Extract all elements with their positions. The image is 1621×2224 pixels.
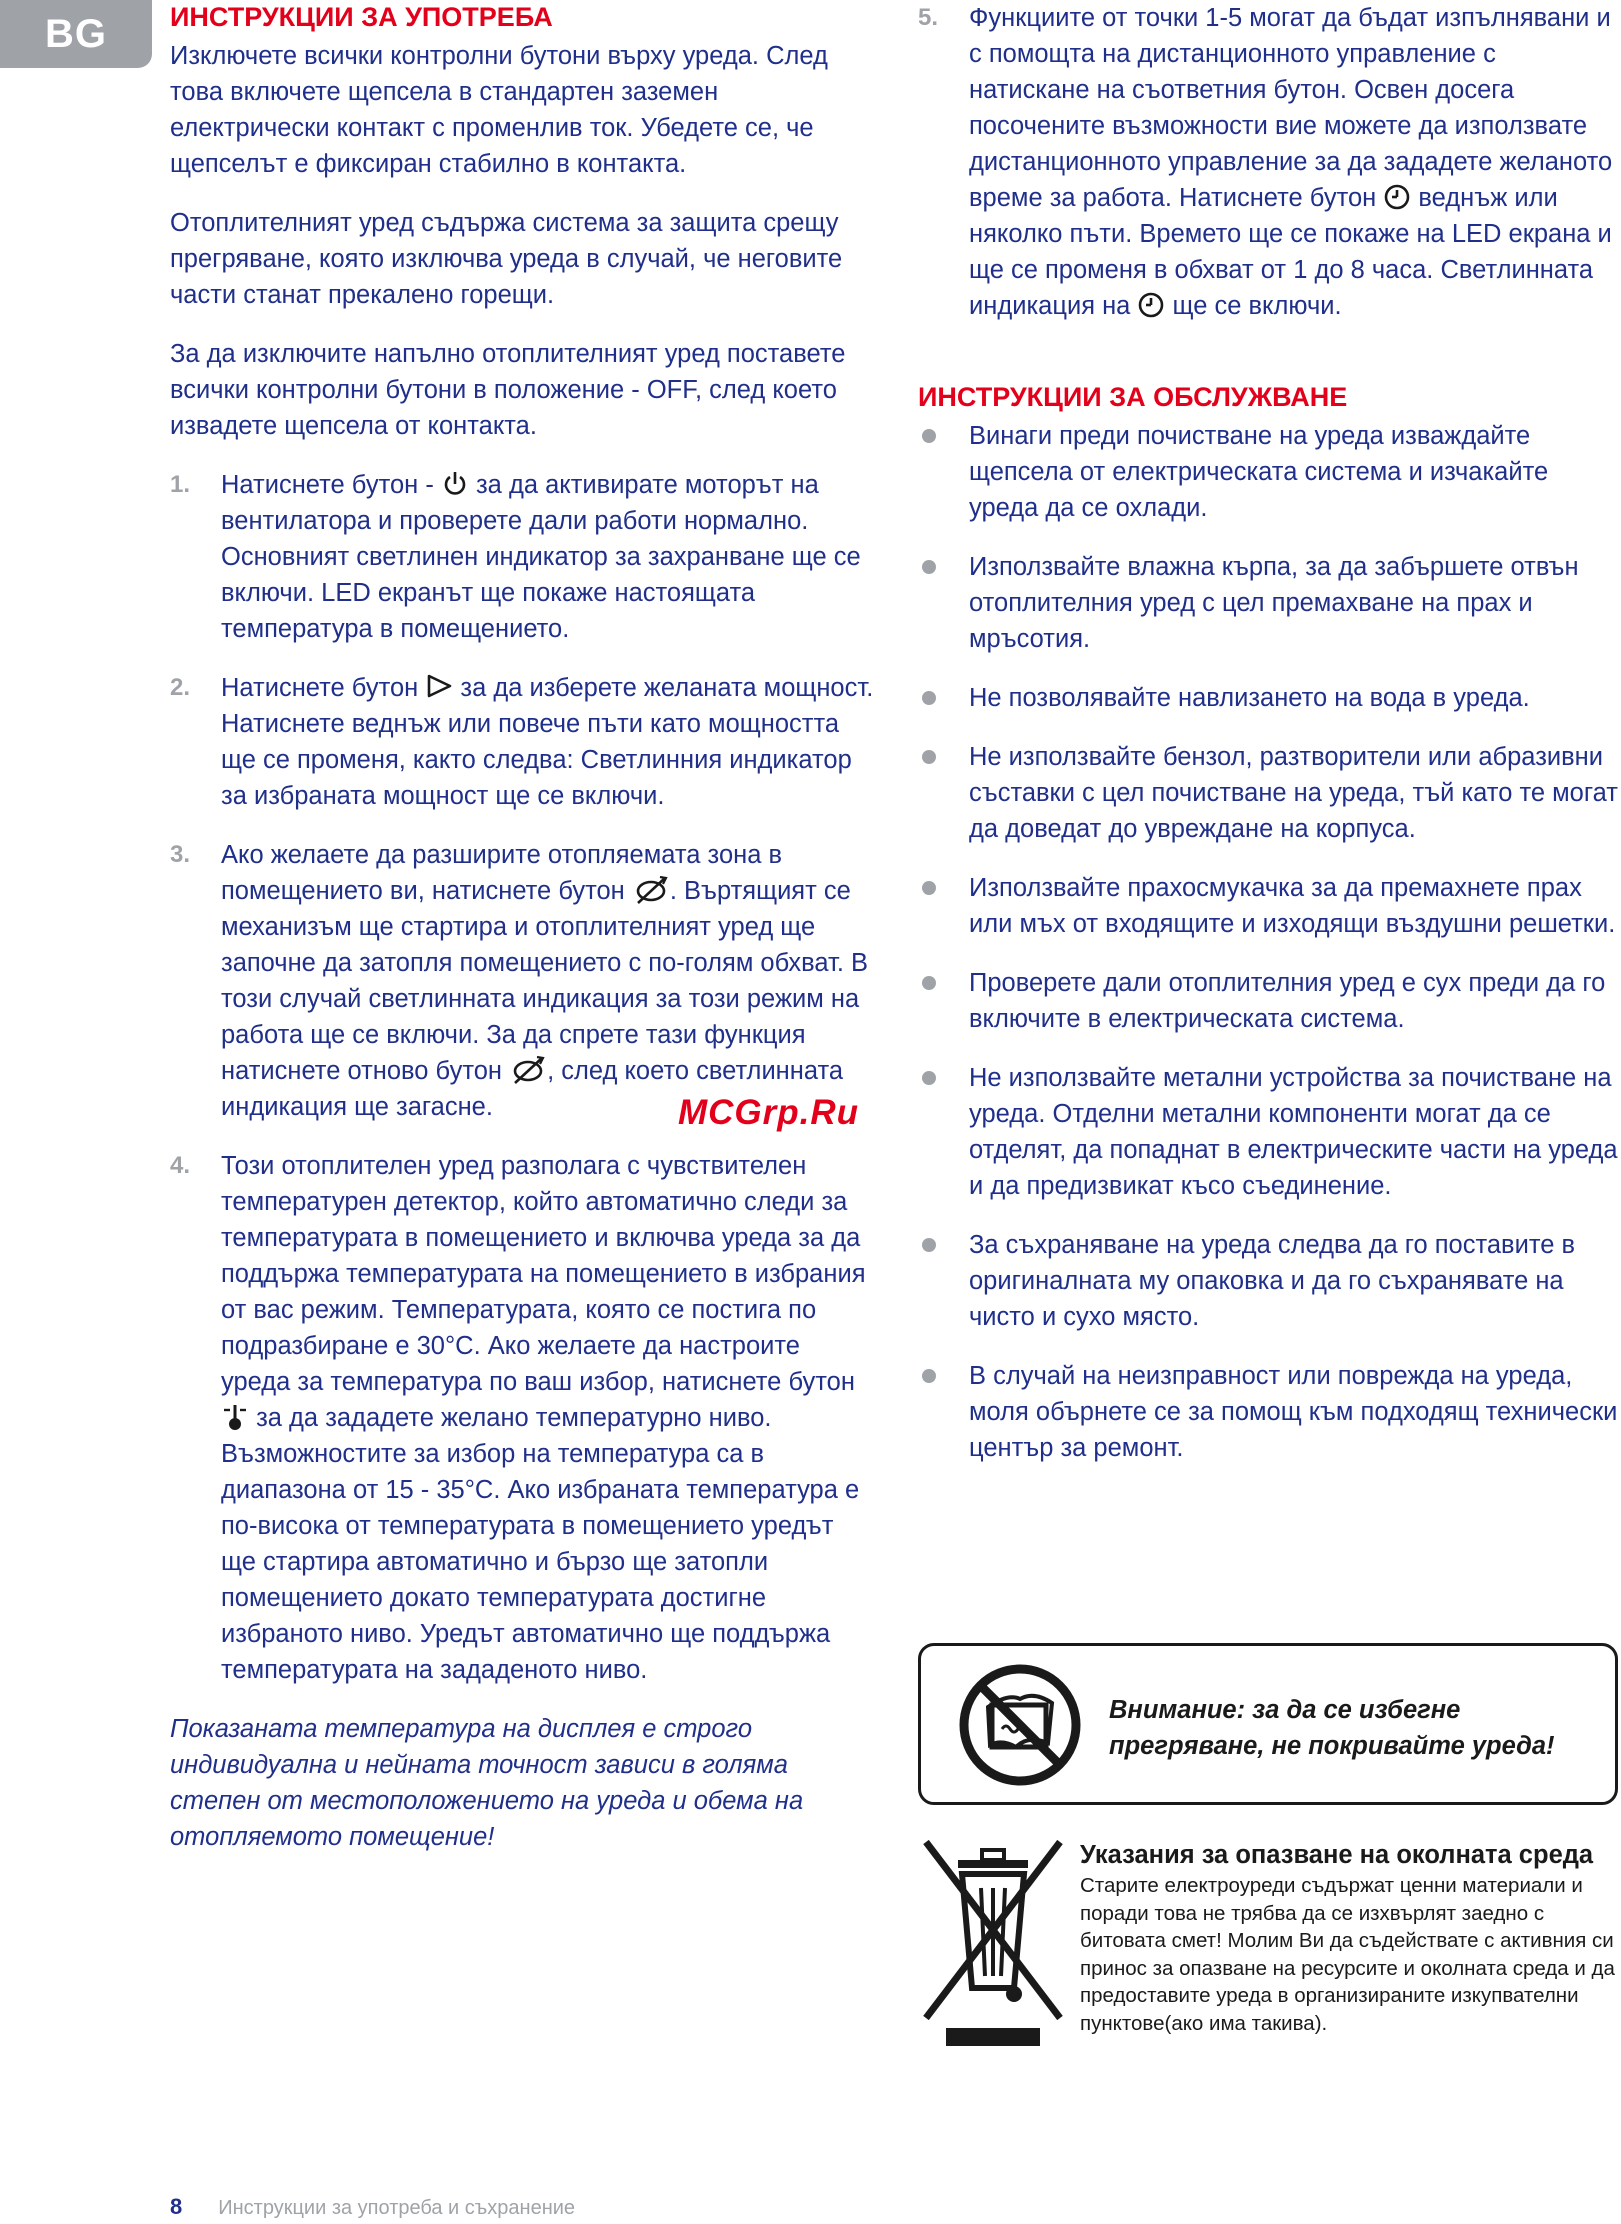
step-item-3 [170,837,875,1125]
list-item: За съхраняване на уреда следва да го поставите в оригиналната му опаковка и да го съхранявате на чисто и сухо място. [918,1227,1621,1335]
step-item-2 [170,670,875,814]
steps-list [170,467,875,1688]
play-triangle-icon [425,673,453,701]
step-number: 5. [918,4,939,31]
step-item-1 [170,467,875,647]
intro-paragraph-1: Изключете всички контролни бутони върху уреда. След това включете щепсела в стандартен заземен електрически контакт с променлив ток. Убедете се, че щепселът е фиксиран стабилно в контакта. [170,42,828,178]
step-number: 2. [170,674,191,701]
watermark: MCGrp.Ru [678,1093,860,1132]
power-icon [441,470,469,498]
step-text: за да зададете желано температурно ниво. Възможностите за избор на температура са в диапазона от 15 - 35°C. Ако избраната температура е по-висока от температурата в помещението уредът ще стартира автоматично и бързо ще затопли помещението докато температурата достигне избраното ниво. Уредът автоматично ще поддържа температурата на зададеното ниво. [221,1404,860,1684]
intro-paragraph-3: За да изключите напълно отоплителният уред поставете всички контролни бутони в положение - OFF, след което извадете щепсела от контакта. [170,340,846,440]
language-tab: BG [0,0,152,68]
left-column [170,0,875,1855]
step-text: Функциите от точки 1-5 могат да бъдат изпълнявани и с помощта на дистанционното управление с натискане на съответния бутон. Освен досега посочените възможности вие можете да използвате дистанционното управление за да зададете желаното време за работа. Натиснете бутон [969,4,1613,212]
timer-icon [1383,183,1411,211]
step-text: , след което светлинната индикация ще загасне. [221,1057,844,1121]
crossed-bin-icon [918,1838,1068,2050]
step-text: ще се включи. [1165,292,1342,320]
step-text: . Въртящият се механизъм ще стартира и отоплителният уред ще започне да затопля помещението с по-голям обхват. В този случай светлинната индикация за този режим на работа ще се включи. За да спрете тази функция натиснете отново бутон [221,877,869,1085]
page-footer [170,2194,575,2220]
step-number: 3. [170,841,191,868]
warning-line: прегряване, не покривайте уреда! [1109,1732,1555,1760]
step-item-4 [170,1148,875,1688]
list-item: Не използвайте метални устройства за почистване на уреда. Отделни метални компоненти могат да се отделят, да попаднат в електрическите части на уреда и да предизвикат късо съединение. [918,1060,1621,1204]
list-item: Винаги преди почистване на уреда изваждайте щепсела от електрическата система и изчакайте уреда да се охлади. [918,418,1621,526]
do-not-cover-icon [958,1663,1082,1787]
usage-instructions-heading: ИНСТРУКЦИИ ЗА УПОТРЕБА [170,2,553,32]
bullet-icon [922,560,936,574]
footer-text: Инструкции за употреба и съхранение [218,2197,576,2219]
step-number: 1. [170,471,191,498]
step-item-5 [918,0,1621,324]
thermometer-icon [221,1403,249,1431]
bullet-icon [922,1369,936,1383]
step-text: Натиснете бутон - [221,471,441,499]
environment-text [1080,1838,1621,2037]
bullet-icon [922,750,936,764]
bullet-icon [922,976,936,990]
step-text: за да активирате моторът на вентилатора и проверете дали работи нормално. Основният светлинен индикатор за захранване ще се включи. LED екранът ще покаже настоящата температура в помещението. [221,471,861,643]
step-text: веднъж или няколко пъти. Времето ще се покаже на LED екрана и ще се променя в обхват от 1 до 8 часа. Светлинната индикация на [969,184,1612,320]
step-text: Ако желаете да разширите отопляемата зона в помещението ви, натиснете бутон [221,841,783,905]
step-text: за да изберете желаната мощност. Натиснете веднъж или повече пъти като мощността ще се променя, както следва: Светлинния индикатор за избраната мощност ще се включи. [221,674,874,810]
warning-line: Внимание: за да се избегне [1109,1696,1461,1724]
bullet-icon [922,881,936,895]
list-item: Не позволявайте навлизането на вода в уреда. [918,680,1621,716]
steps-list-continued [918,0,1621,324]
environment-body: Старите електроуреди съдържат ценни материали и поради това не трябва да се изхвърлят заедно с битовата смет! Молим Ви да съдействате с активния си принос за опазване на ресурсите и околната среда и да предоставите уреда в организираните изкупвателни пунктове(ако има такива). [1080,1874,1615,2035]
warning-text [1109,1692,1609,1764]
bullet-icon [922,429,936,443]
list-item: Проверете дали отоплителния уред е сух преди да го включите в електрическата система. [918,965,1621,1037]
warning-box [918,1643,1618,1805]
page-number: 8 [170,2194,183,2219]
bullet-icon [922,1238,936,1252]
bullet-icon [922,1071,936,1085]
environment-title: Указания за опазване на околната среда [1080,1841,1594,1869]
list-item: Използвайте влажна кърпа, за да забършете отвън отоплителния уред с цел премахване на прах и мръсотия. [918,549,1621,657]
list-item: В случай на неизправност или повреждa на уреда, моля обърнете се за помощ към подходящ технически център за ремонт. [918,1358,1621,1466]
list-item: Използвайте прахосмукачка за да премахнете прах или мъх от входящите и изходящи въздушни решетки. [918,870,1621,942]
display-note: Показаната температура на дисплея е строго индивидуална и нейната точност зависи в голяма степен от местоположението на уреда и обема на отопляемото помещение! [170,1715,804,1851]
right-column [918,0,1621,1466]
oscillation-icon [632,876,670,904]
maintenance-list [918,418,1621,1466]
step-text: Натиснете бутон [221,674,426,702]
list-item: Не използвайте бензол, разтворители или абразивни съставки с цел почистване на уреда, тъй като те могат да доведат до увреждане на корпуса. [918,739,1621,847]
maintenance-heading: ИНСТРУКЦИИ ЗА ОБСЛУЖВАНЕ [918,382,1348,412]
step-number: 4. [170,1152,191,1179]
step-text: Този отоплителен уред разполага с чувствителен температурен детектор, който автоматично следи за температурата в помещението и включва уреда за да поддържа температурата на помещението в избрания от вас режим. Температурата, която се постига по подразбиране е 30°C. Ако желаете да настроите уреда за температура по ваш избор, натиснете бутон [221,1152,866,1396]
timer-icon [1137,291,1165,319]
bullet-icon [922,691,936,705]
oscillation-icon [509,1056,547,1084]
intro-paragraph-2: Отоплителният уред съдържа система за защита срещу прегряване, която изключва уреда в случай, че неговите части станат прекалено горещи. [170,209,843,309]
